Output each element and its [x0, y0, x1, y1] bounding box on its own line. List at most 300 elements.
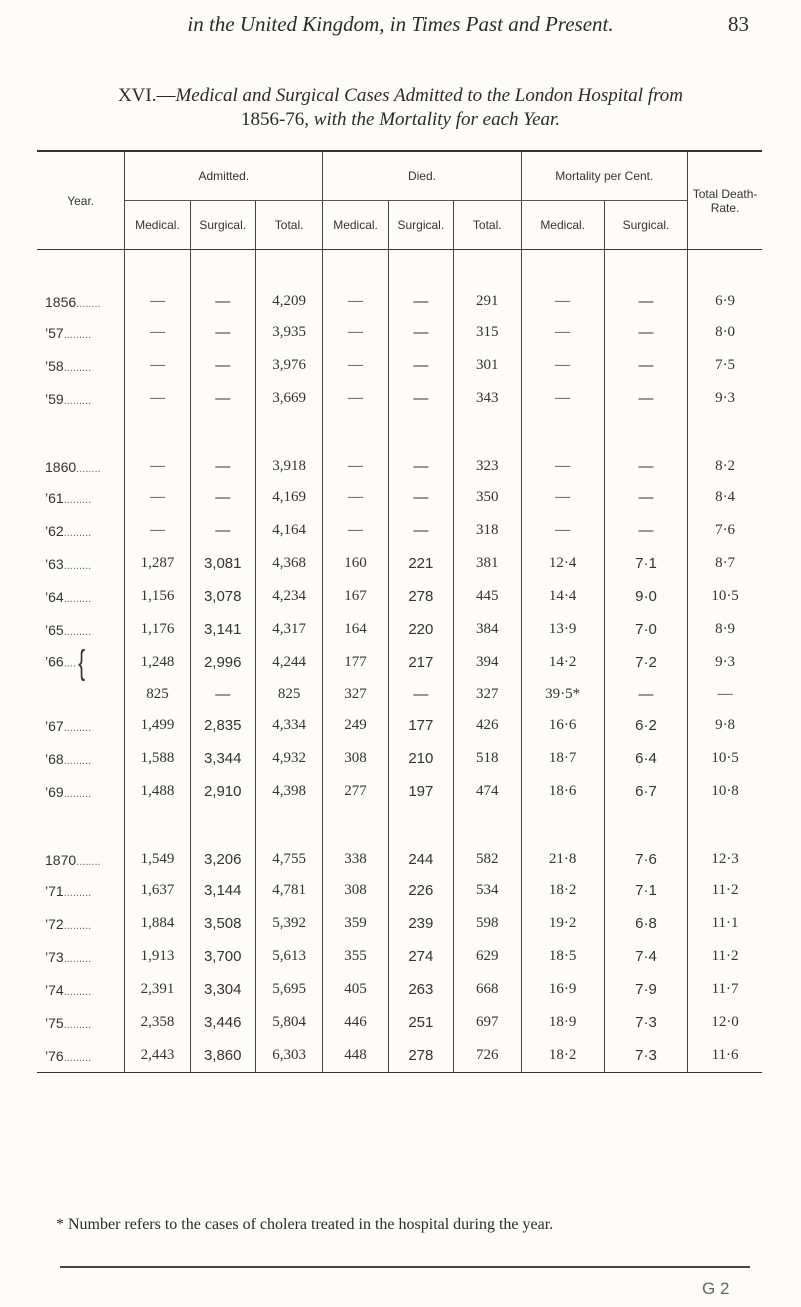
cell-year [37, 1006, 125, 1039]
cell-died-surgical: 220 [388, 613, 453, 646]
cell-mortality-surgical: 7·6 [604, 808, 687, 874]
header-mortality-medical: Medical. [521, 201, 604, 250]
table-row [37, 580, 762, 613]
cell-died-medical: 164 [323, 613, 388, 646]
cell-died-medical: 448 [323, 1039, 388, 1073]
cell-died-surgical: — [388, 382, 453, 415]
cell-total-death-rate: — [717, 685, 733, 702]
year-label: ’75 [45, 1014, 64, 1031]
table-title-years: 1856-76, [240, 109, 310, 130]
leader-dots: ......... [63, 493, 92, 506]
leader-dots: ......... [63, 559, 92, 572]
cell-died-surgical: — [388, 250, 453, 317]
cell-admitted-surgical: — [190, 415, 255, 481]
cell-died-surgical: 263 [388, 973, 453, 1006]
cell-admitted-total: 3,935 [255, 316, 323, 349]
leader-dots: ......... [63, 1051, 92, 1064]
cell-year [37, 481, 125, 514]
cell-admitted-surgical: 3,860 [190, 1039, 255, 1073]
cell-year [37, 679, 125, 709]
leader-dots: ......... [63, 754, 92, 767]
cell-admitted-total: 825 [255, 679, 323, 709]
table-row [37, 808, 762, 874]
cell-admitted-surgical: 2,910 [190, 775, 255, 808]
cell-admitted-total: 6,303 [255, 1039, 323, 1073]
year-label: ’67 [45, 717, 64, 734]
cell-mortality-medical: — [521, 316, 604, 349]
cell-died-medical: — [323, 316, 388, 349]
cell-died-total: 394 [453, 646, 521, 679]
cell-mortality-medical: — [521, 514, 604, 547]
mortality-table-wrapper [37, 150, 762, 1073]
cell-mortality-surgical: 9·0 [604, 580, 687, 613]
cell-died-medical: 327 [323, 679, 388, 709]
table-row [37, 907, 762, 940]
cell-mortality-surgical: 7·9 [604, 973, 687, 1006]
cell-admitted-medical: 1,488 [125, 775, 190, 808]
cell-died-total: 381 [453, 547, 521, 580]
leader-dots: .... [63, 657, 76, 670]
cell-mortality-medical: 18·7 [521, 742, 604, 775]
year-label: 1860 [45, 459, 77, 475]
cell-mortality-surgical: — [604, 415, 687, 481]
cell-admitted-medical: 1,549 [125, 808, 190, 874]
cell-mortality-surgical: 7·3 [604, 1039, 687, 1073]
year-label: ’63 [45, 555, 64, 572]
cell-mortality-surgical: — [604, 679, 687, 709]
cell-admitted-medical: — [125, 250, 190, 317]
leader-dots: ......... [63, 952, 92, 965]
leader-dots: ......... [63, 328, 92, 341]
cell-admitted-medical: 1,176 [125, 613, 190, 646]
cell-died-surgical: 197 [388, 775, 453, 808]
table-row [37, 349, 762, 382]
cell-total-death-rate: 9·3 [715, 390, 736, 406]
year-label: ’57 [45, 324, 64, 341]
leader-dots: ......... [63, 919, 92, 932]
cell-died-surgical: 226 [388, 874, 453, 907]
cell-total-death-rate: 10·5 [711, 750, 739, 766]
cell-year [37, 874, 125, 907]
cell-year [37, 643, 125, 682]
cell-admitted-medical: 1,499 [125, 709, 190, 742]
cell-admitted-surgical: 3,304 [190, 973, 255, 1006]
header-total-death-rate: Total Death-Rate. [688, 151, 762, 250]
cell-total-death-rate: 11·7 [711, 981, 739, 997]
leader-dots: ......... [63, 625, 92, 638]
cell-mortality-surgical: 7·1 [604, 874, 687, 907]
cell-mortality-medical: — [521, 382, 604, 415]
cell-died-total: 474 [453, 775, 521, 808]
cell-total-death-rate: 10·8 [711, 783, 739, 799]
cell-died-medical: 249 [323, 709, 388, 742]
cell-admitted-surgical: — [190, 316, 255, 349]
cell-died-medical: — [323, 415, 388, 481]
table-title-text: Medical and Surgical Cases Admitted to the London Hospital [175, 85, 644, 106]
cell-admitted-medical: 1,637 [125, 874, 190, 907]
cell-year [37, 775, 125, 808]
cell-admitted-surgical: 3,206 [190, 808, 255, 874]
table-row [37, 679, 762, 709]
cell-admitted-total: 4,209 [255, 250, 323, 317]
cell-mortality-surgical: — [604, 250, 687, 317]
cell-died-total: 629 [453, 940, 521, 973]
cell-mortality-medical: 39·5* [521, 679, 604, 709]
cell-died-total: 668 [453, 973, 521, 1006]
cell-died-medical: — [323, 250, 388, 317]
leader-dots: ......... [63, 721, 92, 734]
cell-year [37, 1039, 125, 1073]
cell-died-total: 598 [453, 907, 521, 940]
cell-admitted-total: 4,781 [255, 874, 323, 907]
cell-total-death-rate: 8·0 [715, 324, 736, 340]
year-label: ’76 [45, 1047, 64, 1064]
cell-year [37, 580, 125, 613]
cell-admitted-medical: — [125, 316, 190, 349]
cell-year [37, 907, 125, 940]
cell-mortality-medical: 19·2 [521, 907, 604, 940]
cell-mortality-medical: — [521, 415, 604, 481]
cell-admitted-medical: 825 [125, 679, 190, 709]
cell-died-total: 518 [453, 742, 521, 775]
header-year: Year. [37, 151, 125, 250]
cell-admitted-surgical: 3,078 [190, 580, 255, 613]
year-label: ’69 [45, 783, 64, 800]
cell-total-death-rate: 7·6 [715, 522, 736, 538]
table-title-from: from [643, 85, 684, 106]
cell-admitted-total: 4,169 [255, 481, 323, 514]
cell-admitted-surgical: — [190, 382, 255, 415]
cell-died-total: 327 [453, 679, 521, 709]
leader-dots: ......... [63, 526, 92, 539]
leader-dots: ........ [76, 298, 101, 310]
cell-died-surgical: — [388, 316, 453, 349]
cell-admitted-surgical: 2,835 [190, 709, 255, 742]
cell-admitted-total: 4,164 [255, 514, 323, 547]
cell-mortality-medical: 14·2 [521, 646, 604, 679]
cell-died-medical: 177 [323, 646, 388, 679]
cell-died-surgical: 221 [388, 547, 453, 580]
cell-admitted-total: 5,695 [255, 973, 323, 1006]
header-died-surgical: Surgical. [388, 201, 453, 250]
cell-admitted-total: 3,918 [255, 415, 323, 481]
cell-mortality-surgical: — [604, 481, 687, 514]
leader-dots: ......... [63, 787, 92, 800]
cell-total-death-rate: 11·2 [711, 948, 739, 964]
cell-admitted-surgical: 3,508 [190, 907, 255, 940]
cell-admitted-surgical: 3,141 [190, 613, 255, 646]
cell-admitted-surgical: 3,446 [190, 1006, 255, 1039]
cell-admitted-medical: 2,391 [125, 973, 190, 1006]
leader-dots: ......... [63, 592, 92, 605]
cell-admitted-total: 4,368 [255, 547, 323, 580]
cell-admitted-total: 3,976 [255, 349, 323, 382]
table-title [40, 84, 761, 132]
cell-admitted-medical: — [125, 415, 190, 481]
cell-mortality-surgical: 6·4 [604, 742, 687, 775]
cell-admitted-surgical: — [190, 679, 255, 709]
cell-year [37, 349, 125, 382]
cell-died-total: 315 [453, 316, 521, 349]
cell-total-death-rate: 12·0 [711, 1014, 739, 1030]
cell-died-surgical: 278 [388, 580, 453, 613]
cell-admitted-medical: — [125, 514, 190, 547]
cell-admitted-total: 4,755 [255, 808, 323, 874]
year-label: ’73 [45, 948, 64, 965]
header-admitted-medical: Medical. [125, 201, 190, 250]
cell-died-surgical: — [388, 679, 453, 709]
cell-total-death-rate: 11·1 [711, 915, 739, 931]
header-mortality-surgical: Surgical. [604, 201, 687, 250]
cell-total-death-rate: 9·3 [715, 654, 736, 670]
cell-died-total: 323 [453, 415, 521, 481]
leader-dots: ......... [63, 886, 92, 899]
year-label: ’64 [45, 588, 64, 605]
cell-admitted-surgical: — [190, 250, 255, 317]
year-label: ’71 [45, 882, 64, 899]
cell-mortality-surgical: 6·8 [604, 907, 687, 940]
cell-admitted-surgical: 3,344 [190, 742, 255, 775]
leader-dots: ........ [76, 463, 101, 475]
cell-admitted-medical: — [125, 349, 190, 382]
table-row [37, 940, 762, 973]
year-label: ’59 [45, 390, 64, 407]
cell-total-death-rate: 10·5 [711, 588, 739, 604]
year-label: ’74 [45, 981, 64, 998]
cell-admitted-total: 4,244 [255, 646, 323, 679]
cell-mortality-medical: 14·4 [521, 580, 604, 613]
table-row [37, 742, 762, 775]
cell-died-surgical: 278 [388, 1039, 453, 1073]
cell-admitted-medical: 1,884 [125, 907, 190, 940]
cell-year [37, 316, 125, 349]
table-row [37, 973, 762, 1006]
cell-year [37, 940, 125, 973]
cell-mortality-surgical: — [604, 316, 687, 349]
cell-admitted-medical: 2,443 [125, 1039, 190, 1073]
signature-mark: G 2 [702, 1279, 730, 1298]
cell-died-medical: 167 [323, 580, 388, 613]
header-admitted-total: Total. [255, 201, 323, 250]
mortality-table [37, 150, 762, 1073]
cell-total-death-rate: 8·4 [715, 489, 736, 505]
running-head-title: in the United Kingdom, in Times Past and Present. [187, 12, 614, 36]
cell-admitted-medical: — [125, 481, 190, 514]
cell-mortality-surgical: 7·0 [604, 613, 687, 646]
cell-admitted-surgical: 3,700 [190, 940, 255, 973]
year-label: ’72 [45, 915, 64, 932]
page-number: 83 [728, 12, 749, 36]
cell-admitted-total: 4,398 [255, 775, 323, 808]
header-died-medical: Medical. [323, 201, 388, 250]
cell-died-total: 318 [453, 514, 521, 547]
cell-mortality-surgical: 7·2 [604, 646, 687, 679]
cell-admitted-total: 5,392 [255, 907, 323, 940]
cell-died-medical: 446 [323, 1006, 388, 1039]
cell-admitted-medical: 1,156 [125, 580, 190, 613]
cell-year [37, 547, 125, 580]
cell-admitted-total: 4,932 [255, 742, 323, 775]
cell-mortality-medical: 13·9 [521, 613, 604, 646]
cell-mortality-surgical: 7·3 [604, 1006, 687, 1039]
cell-admitted-medical: 1,248 [125, 646, 190, 679]
cell-mortality-medical: 12·4 [521, 547, 604, 580]
cell-died-medical: 160 [323, 547, 388, 580]
table-row [37, 514, 762, 547]
cell-admitted-surgical: 3,081 [190, 547, 255, 580]
table-row [37, 709, 762, 742]
cell-died-total: 350 [453, 481, 521, 514]
cell-total-death-rate: 8·7 [715, 555, 736, 571]
cell-died-surgical: 251 [388, 1006, 453, 1039]
cell-mortality-surgical: 7·4 [604, 940, 687, 973]
year-label: ’65 [45, 621, 64, 638]
leader-dots: ......... [63, 1018, 92, 1031]
cell-mortality-medical: — [521, 250, 604, 317]
cell-died-medical: — [323, 481, 388, 514]
leader-dots: ......... [63, 361, 92, 374]
cell-died-total: 301 [453, 349, 521, 382]
cell-died-surgical: 217 [388, 646, 453, 679]
cell-died-total: 582 [453, 808, 521, 874]
cell-total-death-rate: 11·6 [688, 1039, 762, 1073]
year-label: ’62 [45, 522, 64, 539]
leader-dots: ......... [63, 985, 92, 998]
cell-died-medical: 359 [323, 907, 388, 940]
leader-dots: ........ [76, 856, 101, 868]
cell-died-medical: 277 [323, 775, 388, 808]
cell-died-surgical: 244 [388, 808, 453, 874]
cell-mortality-medical: 16·9 [521, 973, 604, 1006]
table-row [37, 382, 762, 415]
cell-admitted-medical: — [125, 382, 190, 415]
cell-total-death-rate: 6·9 [715, 293, 736, 309]
table-row [37, 874, 762, 907]
year-label: 1856 [45, 294, 77, 310]
cell-mortality-medical: 18·2 [521, 874, 604, 907]
cell-year [37, 382, 125, 415]
header-died-total: Total. [453, 201, 521, 250]
table-title-subtitle: with the Mortality for each Year. [309, 109, 561, 130]
year-label: ’61 [45, 489, 64, 506]
table-row [37, 250, 762, 317]
header-admitted: Admitted. [125, 151, 323, 201]
table-row [37, 415, 762, 481]
year-label: ’58 [45, 357, 64, 374]
cell-admitted-total: 4,234 [255, 580, 323, 613]
cell-total-death-rate: 12·3 [711, 851, 739, 867]
cell-mortality-surgical: 7·1 [604, 547, 687, 580]
cell-admitted-total: 4,317 [255, 613, 323, 646]
cell-died-medical: 355 [323, 940, 388, 973]
cell-died-surgical: 274 [388, 940, 453, 973]
cell-year [37, 808, 125, 874]
cell-admitted-medical: 1,588 [125, 742, 190, 775]
table-row [37, 613, 762, 646]
cell-mortality-medical: 18·6 [521, 775, 604, 808]
cell-died-medical: — [323, 514, 388, 547]
cell-mortality-medical: — [521, 349, 604, 382]
table-row [37, 481, 762, 514]
cell-died-surgical: 177 [388, 709, 453, 742]
footer-rule [60, 1266, 750, 1268]
running-head [0, 12, 801, 42]
cell-died-medical: — [323, 382, 388, 415]
table-row [37, 547, 762, 580]
footnote: * Number refers to the cases of cholera treated in the hospital during the year. [56, 1216, 554, 1233]
cell-died-medical: 405 [323, 973, 388, 1006]
cell-year [37, 514, 125, 547]
cell-year [37, 250, 125, 317]
brace-glyph: { [78, 643, 86, 682]
year-label: ’68 [45, 750, 64, 767]
table-number: XVI.— [117, 85, 176, 106]
cell-died-total: 384 [453, 613, 521, 646]
cell-admitted-total: 5,804 [255, 1006, 323, 1039]
cell-mortality-medical: 18·2 [521, 1039, 604, 1073]
year-label: ’66 [45, 653, 64, 670]
table-row [37, 646, 762, 679]
header-admitted-surgical: Surgical. [190, 201, 255, 250]
cell-mortality-surgical: — [604, 514, 687, 547]
cell-died-medical: 308 [323, 874, 388, 907]
cell-admitted-surgical: 2,996 [190, 646, 255, 679]
table-row [37, 775, 762, 808]
cell-year [37, 742, 125, 775]
cell-died-total: 534 [453, 874, 521, 907]
cell-total-death-rate: 8·9 [715, 621, 736, 637]
table-row [37, 1006, 762, 1039]
cell-died-surgical: 210 [388, 742, 453, 775]
cell-admitted-medical: 2,358 [125, 1006, 190, 1039]
table-row [37, 1039, 762, 1073]
cell-mortality-surgical: — [604, 382, 687, 415]
cell-died-total: 426 [453, 709, 521, 742]
cell-mortality-medical: 16·6 [521, 709, 604, 742]
header-died: Died. [323, 151, 521, 201]
cell-admitted-total: 4,334 [255, 709, 323, 742]
cell-mortality-medical: 18·9 [521, 1006, 604, 1039]
cell-admitted-surgical: — [190, 514, 255, 547]
cell-died-medical: 308 [323, 742, 388, 775]
cell-died-total: 445 [453, 580, 521, 613]
cell-died-surgical: — [388, 415, 453, 481]
cell-mortality-surgical: 6·2 [604, 709, 687, 742]
cell-mortality-surgical: 6·7 [604, 775, 687, 808]
table-row [37, 316, 762, 349]
cell-died-total: 726 [453, 1039, 521, 1073]
cell-total-death-rate: 8·2 [715, 458, 736, 474]
cell-admitted-surgical: — [190, 349, 255, 382]
cell-admitted-total: 3,669 [255, 382, 323, 415]
cell-mortality-medical: — [521, 481, 604, 514]
cell-died-medical: — [323, 349, 388, 382]
cell-died-total: 343 [453, 382, 521, 415]
cell-admitted-total: 5,613 [255, 940, 323, 973]
cell-admitted-surgical: 3,144 [190, 874, 255, 907]
cell-died-medical: 338 [323, 808, 388, 874]
cell-mortality-surgical: — [604, 349, 687, 382]
header-mortality: Mortality per Cent. [521, 151, 688, 201]
cell-year [37, 709, 125, 742]
cell-year [37, 415, 125, 481]
cell-died-surgical: — [388, 514, 453, 547]
leader-dots: ......... [63, 394, 92, 407]
year-label: 1870 [45, 852, 77, 868]
cell-admitted-medical: 1,287 [125, 547, 190, 580]
table-body [37, 250, 762, 1073]
cell-total-death-rate: 7·5 [715, 357, 736, 373]
